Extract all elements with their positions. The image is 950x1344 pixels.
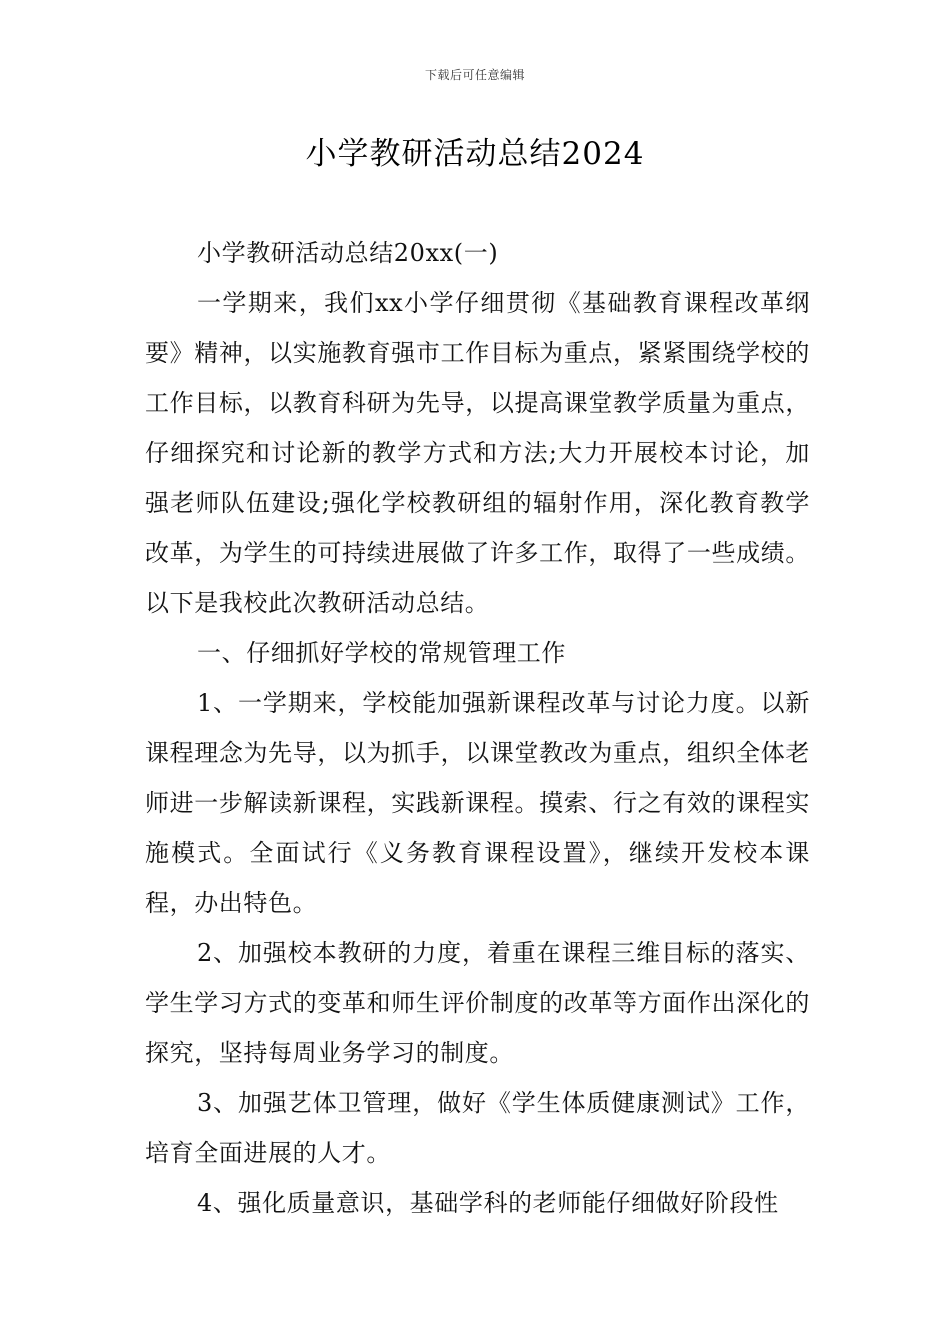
paragraph-item-2: 2、加强校本教研的力度，着重在课程三维目标的落实、学生学习方式的变革和师生评价制度的改革等方面作出深化的探究，坚持每周业务学习的制度。	[145, 939, 810, 1067]
header-note: 下载后可任意编辑	[424, 68, 525, 82]
paragraph-intro: 一学期来，我们xx小学仔细贯彻《基础教育课程改革纲要》精神，以实施教育强市工作目标为重点，紧紧围绕学校的工作目标，以教育科研为先导，以提高课堂教学质量为重点，仔细探究和讨论新的教学方式和方法;大力开展校本讨论，加强老师队伍建设;强化学校教研组的辐射作用，深化教育教学改革，为学生的可持续进展做了许多工作，取得了一些成绩。以下是我校此次教研活动总结。	[145, 289, 810, 617]
section-heading: 一、仔细抓好学校的常规管理工作	[197, 639, 566, 667]
document-body	[145, 228, 810, 1228]
paragraph-subtitle: 小学教研活动总结20xx(一)	[197, 239, 499, 267]
document-title: 小学教研活动总结2024	[305, 136, 645, 172]
paragraph-item-3: 3、加强艺体卫管理，做好《学生体质健康测试》工作，培育全面进展的人才。	[145, 1089, 810, 1167]
paragraph-item-4: 4、强化质量意识，基础学科的老师能仔细做好阶段性	[197, 1189, 779, 1217]
paragraph-item-1: 1、一学期来，学校能加强新课程改革与讨论力度。以新课程理念为先导，以为抓手，以课堂教改为重点，组织全体老师进一步解读新课程，实践新课程。摸索、行之有效的课程实施模式。全面试行《义务教育课程设置》，继续开发校本课程，办出特色。	[145, 689, 810, 917]
